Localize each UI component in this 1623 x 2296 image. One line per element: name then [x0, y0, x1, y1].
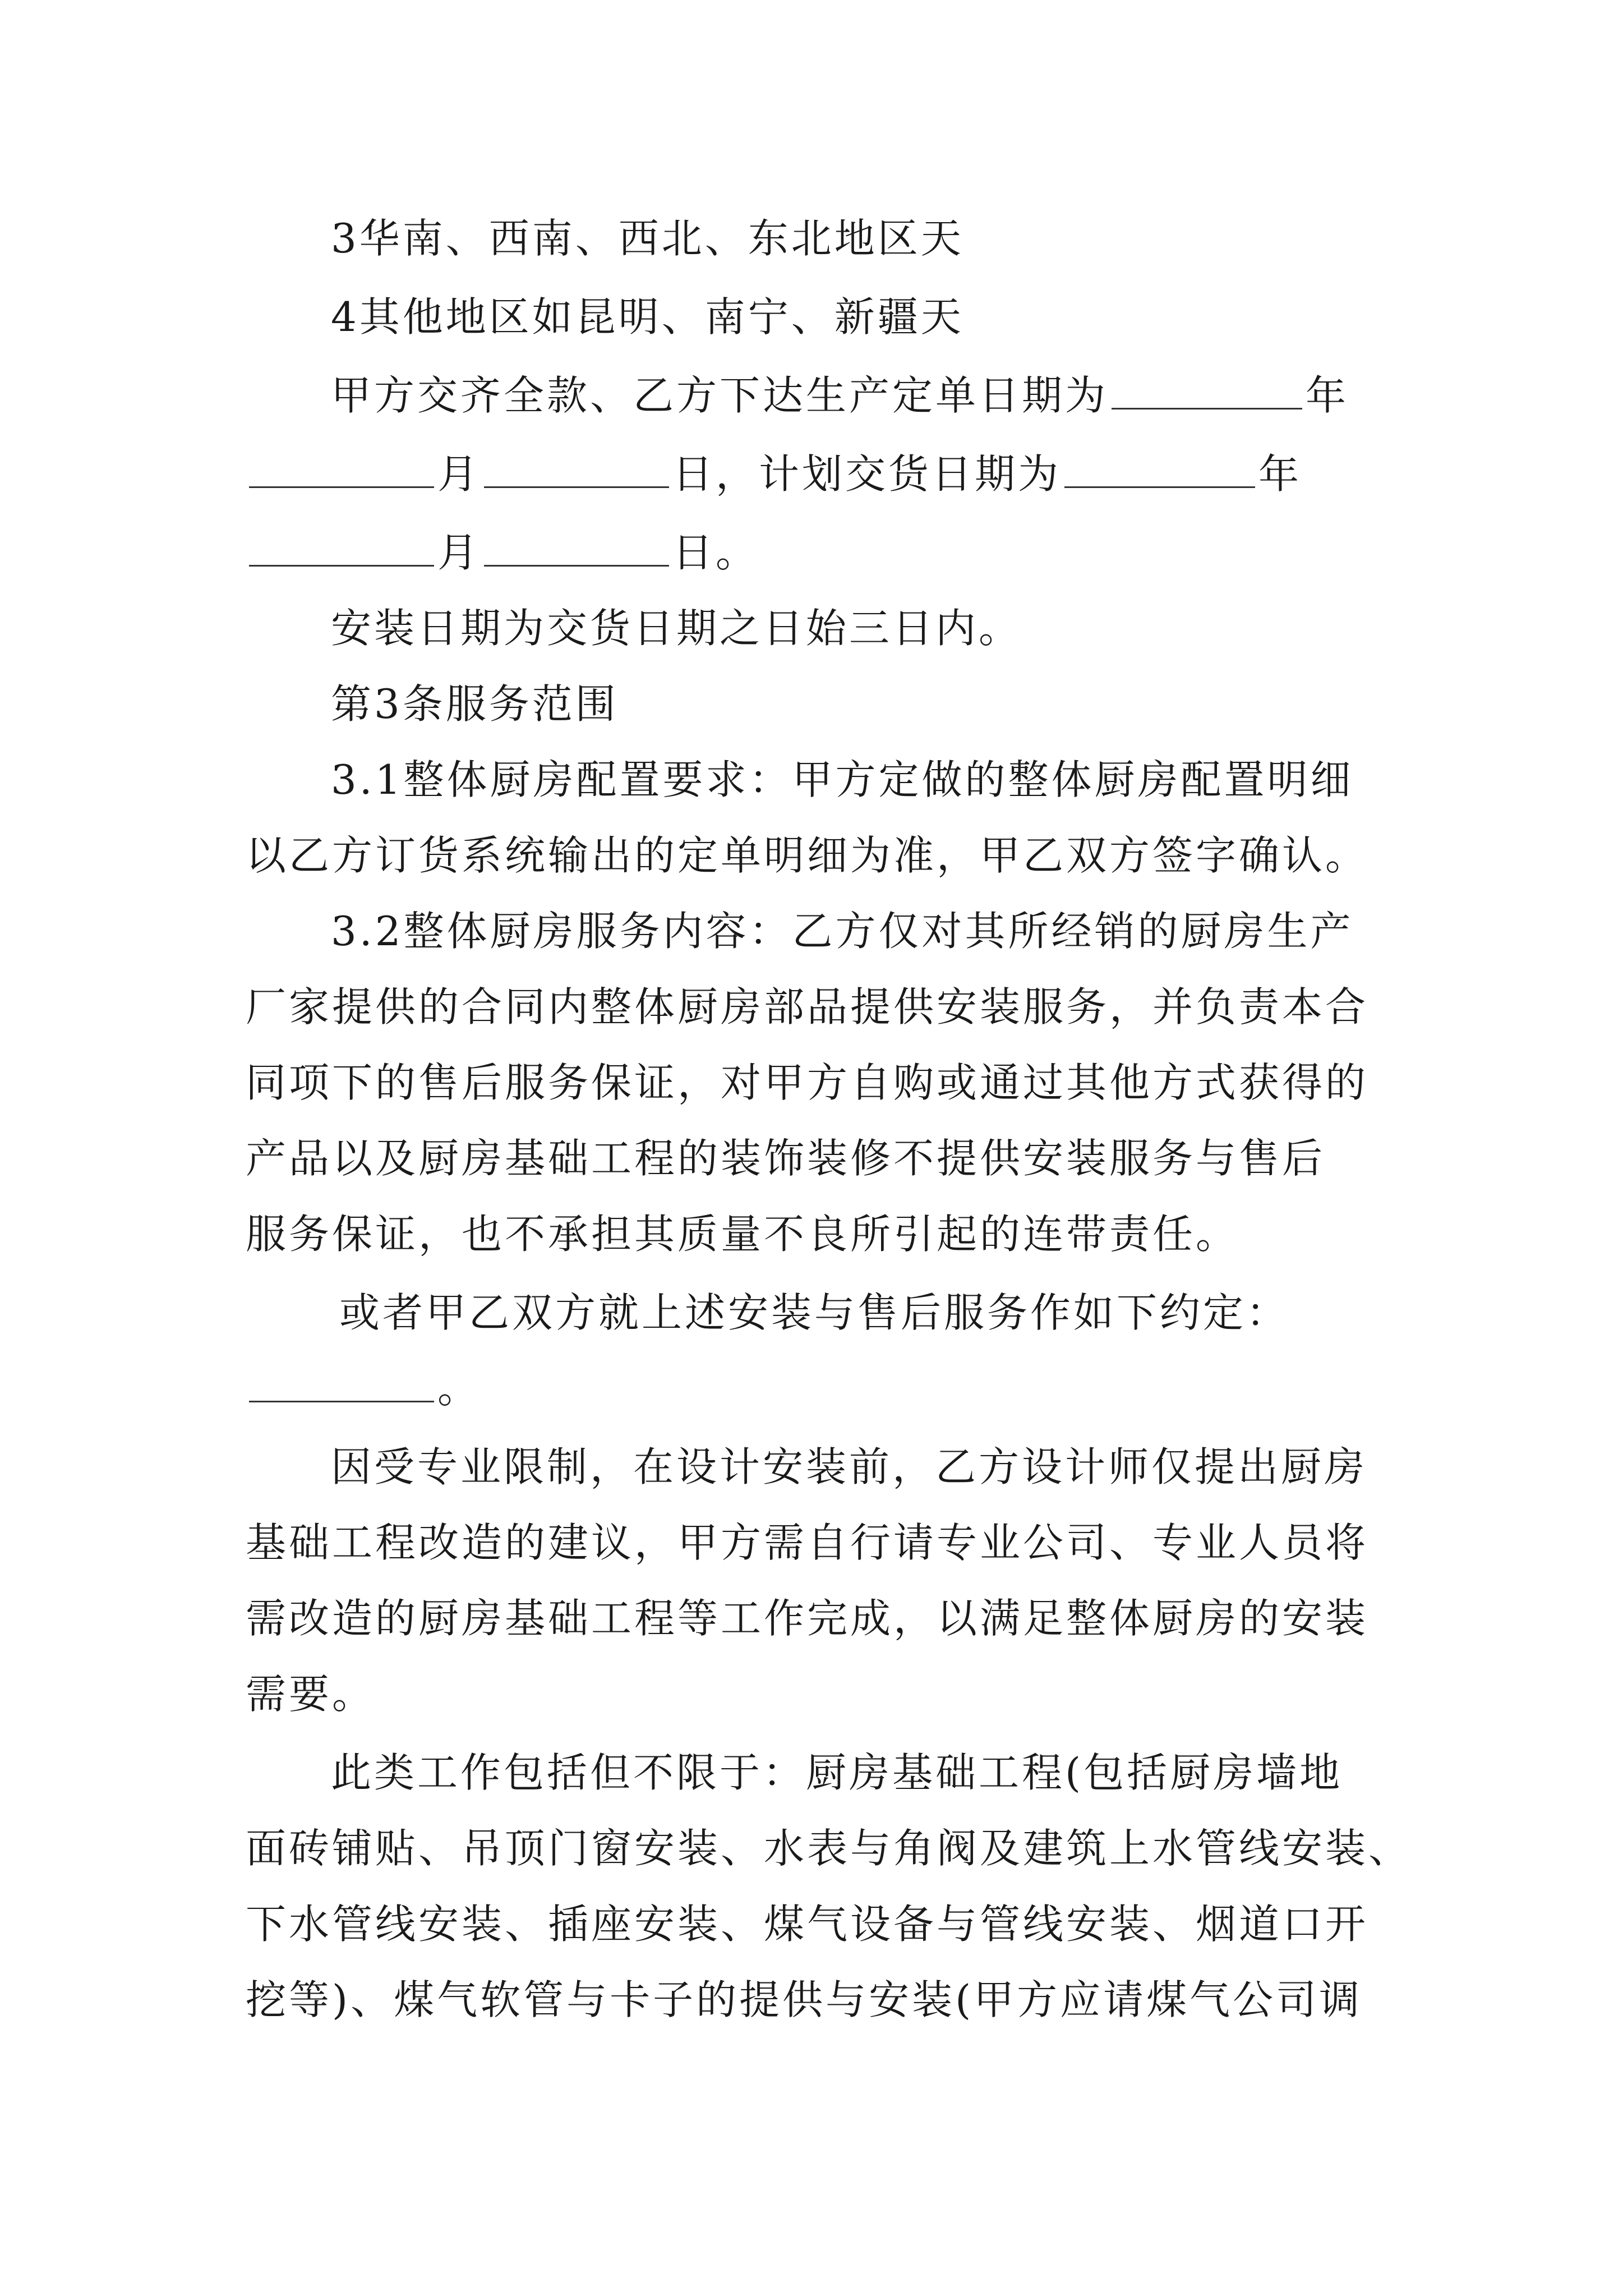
region-4-text: 4其他地区如昆明、南宁、新疆天	[331, 293, 964, 341]
scope-text-3: 下水管线安装、插座安装、煤气设备与管线安装、烟道口开	[246, 1901, 1369, 1948]
month-blank[interactable]	[249, 453, 434, 488]
install-date-text: 安装日期为交货日期之日始三日内。	[331, 605, 1022, 652]
limitation-text-2: 基础工程改造的建议，甲方需自行请专业公司、专业人员将	[246, 1519, 1369, 1566]
scope-text-4: 挖等)、煤气软管与卡子的提供与安装(甲方应请煤气公司调	[246, 1976, 1363, 2023]
agreement-end: 。	[437, 1365, 481, 1412]
order-date-line	[331, 367, 1349, 424]
delivery-date-line	[246, 524, 759, 581]
month-unit: 月	[437, 450, 481, 498]
scope-line-4	[246, 1972, 1362, 2028]
clause-3-2-line-1	[331, 903, 1354, 959]
clause-3-2-text-1: 3.2整体厨房服务内容：乙方仅对其所经销的厨房生产	[331, 908, 1354, 955]
agreement-blank-line	[246, 1360, 481, 1416]
install-date-line	[331, 600, 1022, 656]
scope-line-2	[246, 1820, 1412, 1876]
limitation-text-4: 需要。	[246, 1671, 376, 1718]
limitation-line-3	[246, 1590, 1368, 1646]
plan-delivery-label: 日，计划交货日期为	[672, 450, 1062, 498]
clause-3-1-line-1	[331, 752, 1354, 808]
limitation-line-4	[246, 1666, 375, 1722]
clause-3-2-line-4	[246, 1130, 1325, 1186]
region-4-line	[331, 289, 964, 345]
clause-3-2-text-5: 服务保证，也不承担其质量不良所引起的连带责任。	[246, 1211, 1239, 1258]
article-3-title-text: 第3条服务范围	[331, 680, 619, 728]
delivery-year-unit: 年	[1258, 450, 1302, 498]
limitation-text-3: 需改造的厨房基础工程等工作完成，以满足整体厨房的安装	[246, 1595, 1369, 1642]
region-3-text: 3华南、西南、西北、东北地区天	[331, 215, 964, 262]
limitation-line-1	[331, 1439, 1367, 1495]
clause-3-2-text-3: 同项下的售后服务保证，对甲方自购或通过其他方式获得的	[246, 1059, 1369, 1106]
scope-text-2: 面砖铺贴、吊顶门窗安装、水表与角阀及建筑上水管线安装、	[246, 1825, 1412, 1872]
agreement-text: 或者甲乙双方就上述安装与售后服务作如下约定：	[339, 1289, 1290, 1336]
agreement-blank[interactable]	[249, 1367, 434, 1402]
scope-line-3	[246, 1896, 1368, 1952]
delivery-day-unit: 日。	[672, 529, 759, 576]
scope-text-1: 此类工作包括但不限于：厨房基础工程(包括厨房墙地	[331, 1749, 1343, 1796]
clause-3-2-line-2	[246, 979, 1368, 1035]
delivery-month-unit: 月	[437, 529, 481, 576]
clause-3-1-line-2	[246, 827, 1368, 884]
limitation-text-1: 因受专业限制，在设计安装前，乙方设计师仅提出厨房	[331, 1443, 1368, 1490]
region-3-line	[331, 210, 964, 266]
order-date-line-2	[246, 446, 1302, 502]
year-unit: 年	[1306, 372, 1349, 419]
order-date-label: 甲方交齐全款、乙方下达生产定单日期为	[331, 372, 1109, 419]
article-3-title	[331, 676, 619, 732]
clause-3-2-text-2: 厂家提供的合同内整体厨房部品提供安装服务，并负责本合	[246, 983, 1369, 1030]
clause-3-1-text-1: 3.1整体厨房配置要求：甲方定做的整体厨房配置明细	[331, 756, 1354, 803]
clause-3-1-text-2: 以乙方订货系统输出的定单明细为准，甲乙双方签字确认。	[246, 832, 1369, 879]
limitation-line-2	[246, 1515, 1368, 1571]
scope-line-1	[331, 1745, 1343, 1801]
year-blank[interactable]	[1112, 374, 1302, 409]
delivery-month-blank[interactable]	[249, 531, 434, 567]
day-blank[interactable]	[484, 453, 669, 488]
clause-3-2-text-4: 产品以及厨房基础工程的装饰装修不提供安装服务与售后	[246, 1135, 1326, 1182]
delivery-day-blank[interactable]	[484, 531, 669, 567]
clause-3-2-line-5	[246, 1206, 1239, 1262]
delivery-year-blank[interactable]	[1064, 453, 1255, 488]
clause-3-2-line-3	[246, 1055, 1368, 1111]
agreement-line	[339, 1285, 1289, 1341]
